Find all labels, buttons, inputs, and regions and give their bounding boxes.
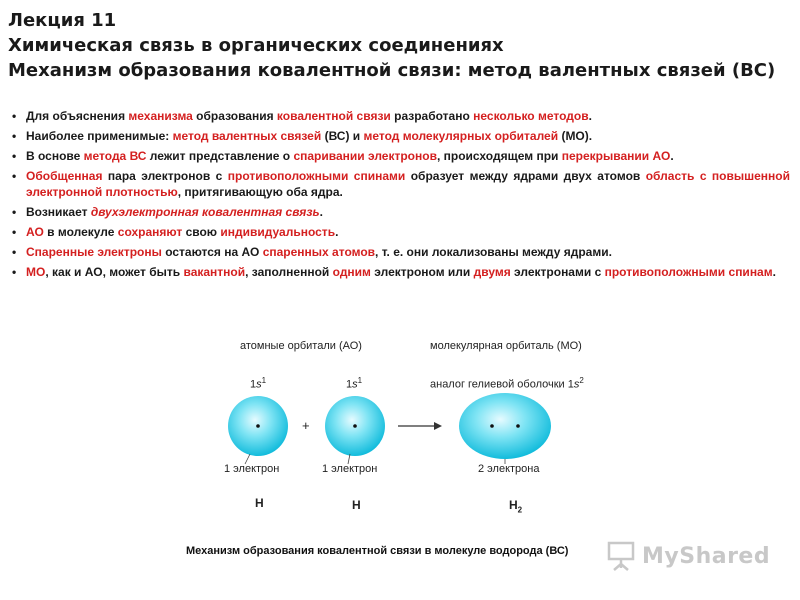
bullet-text-segment: образования	[192, 109, 277, 123]
molecular-orbital	[459, 393, 551, 459]
mo-nucleus-1	[490, 424, 494, 428]
bullet-text-segment: одним	[332, 265, 371, 279]
bullet-text-segment: лежит представление о	[146, 149, 294, 163]
figure-caption: Механизм образования ковалентной связи в молекуле водорода (ВС)	[186, 545, 569, 557]
bullet-item	[8, 128, 790, 144]
bullet-text-segment: электронами с	[510, 265, 605, 279]
bullet-text-segment: , т. е. они локализованы между ядрами.	[375, 245, 612, 259]
bullet-text-segment: .	[588, 109, 592, 123]
bullet-text-segment: спаренных атомов	[262, 245, 376, 259]
plus-sign: +	[302, 418, 310, 433]
ao-header: атомные орбитали (АО)	[240, 340, 362, 352]
bullet-item	[8, 204, 790, 220]
electron-count-mo: 2 электрона	[478, 463, 540, 475]
slide-heading: Механизм образования ковалентной связи: метод валентных связей (ВС)	[8, 60, 776, 81]
bullet-text-segment: .	[335, 225, 339, 239]
bullet-text-segment: Наиболее применимые:	[26, 129, 173, 143]
bullet-text-segment: образует между ядрами двух атомов	[405, 169, 646, 183]
bullet-text-segment: пара электронов с	[102, 169, 228, 183]
orbital-diagram	[0, 330, 800, 560]
bullet-text-segment: .	[772, 265, 776, 279]
bullet-text-segment: механизма	[128, 109, 193, 123]
electron-count-2: 1 электрон	[322, 463, 378, 475]
orbital1-label: $1s^1$	[250, 376, 267, 391]
bullet-list	[8, 108, 790, 284]
electron-count-1: 1 электрон	[224, 463, 280, 475]
bullet-text-segment: сохраняют	[117, 225, 183, 239]
bullet-text-segment: противоположными спинам	[604, 265, 773, 279]
bullet-text-segment: .	[670, 149, 674, 163]
bullet-text-segment: в молекуле	[43, 225, 118, 239]
bullet-text-segment: двухэлектронная ковалентная связь	[90, 205, 320, 219]
bullet-text-segment: область с повышенной электронной плотностью	[26, 169, 791, 199]
bullet-text-segment: АО	[26, 225, 44, 239]
bullet-text-segment: (ВС) и	[321, 129, 364, 143]
title-block	[8, 8, 775, 83]
lecture-number: Лекция 11	[8, 10, 117, 31]
mo-header: молекулярная орбиталь (МО)	[430, 340, 582, 352]
bullet-text-segment: электроном или	[370, 265, 474, 279]
bullet-text-segment: , заполненной	[245, 265, 333, 279]
bullet-text-segment: (МО).	[558, 129, 593, 143]
bullet-item	[8, 168, 790, 200]
bullet-item	[8, 244, 790, 260]
orbitals-graphic	[0, 330, 800, 560]
bullet-text-segment: , происходящем при	[436, 149, 562, 163]
presentation-board-icon	[606, 540, 636, 572]
bullet-text-segment: несколько методов	[473, 109, 589, 123]
bullet-item	[8, 108, 790, 124]
lecture-topic: Химическая связь в органических соединениях	[8, 35, 504, 56]
bullet-text-segment: , притягивающую оба ядра.	[177, 185, 343, 199]
bullet-text-segment: остаются на АО	[161, 245, 263, 259]
bullet-text-segment: Спаренные электроны	[26, 245, 162, 259]
bullet-text-segment: вакантной	[183, 265, 246, 279]
bullet-text-segment: .	[319, 205, 323, 219]
bullet-text-segment: ковалентной связи	[276, 109, 391, 123]
bullet-text-segment: метод валентных связей	[172, 129, 322, 143]
bullet-text-segment: перекрывании АО	[561, 149, 671, 163]
atom-symbol-2: H	[352, 498, 361, 512]
bullet-text-segment: индивидуальность	[220, 225, 336, 239]
bullet-text-segment: метод молекулярных орбиталей	[363, 129, 559, 143]
bullet-text-segment: спаривании электронов	[293, 149, 437, 163]
bullet-text-segment: противоположными спинами	[227, 169, 406, 183]
bullet-text-segment: В основе	[26, 149, 84, 163]
bullet-item	[8, 264, 790, 280]
bullet-item	[8, 148, 790, 164]
bullet-text-segment: Возникает	[26, 205, 91, 219]
bullet-text-segment: Для объяснения	[26, 109, 129, 123]
bullet-text-segment: двумя	[473, 265, 511, 279]
watermark-text: MyShared	[642, 543, 771, 569]
watermark	[606, 536, 770, 576]
mo-label: аналог гелиевой оболочки $1s^2$	[430, 376, 584, 391]
atom-symbol-1: H	[255, 496, 264, 510]
bullet-item	[8, 224, 790, 240]
orbital2-label: $1s^1$	[346, 376, 363, 391]
bullet-text-segment: метода ВС	[83, 149, 147, 163]
bullet-text-segment: , как и АО, может быть	[45, 265, 184, 279]
bullet-text-segment: Обобщенная	[26, 169, 103, 183]
nucleus-1	[256, 424, 260, 428]
bullet-text-segment: МО	[26, 265, 46, 279]
bullet-text-segment: свою	[182, 225, 221, 239]
bullet-text-segment: разработано	[390, 109, 474, 123]
nucleus-2	[353, 424, 357, 428]
right-arrow-icon	[398, 422, 442, 430]
mo-nucleus-2	[516, 424, 520, 428]
molecule-symbol: $H_2$	[509, 498, 523, 515]
